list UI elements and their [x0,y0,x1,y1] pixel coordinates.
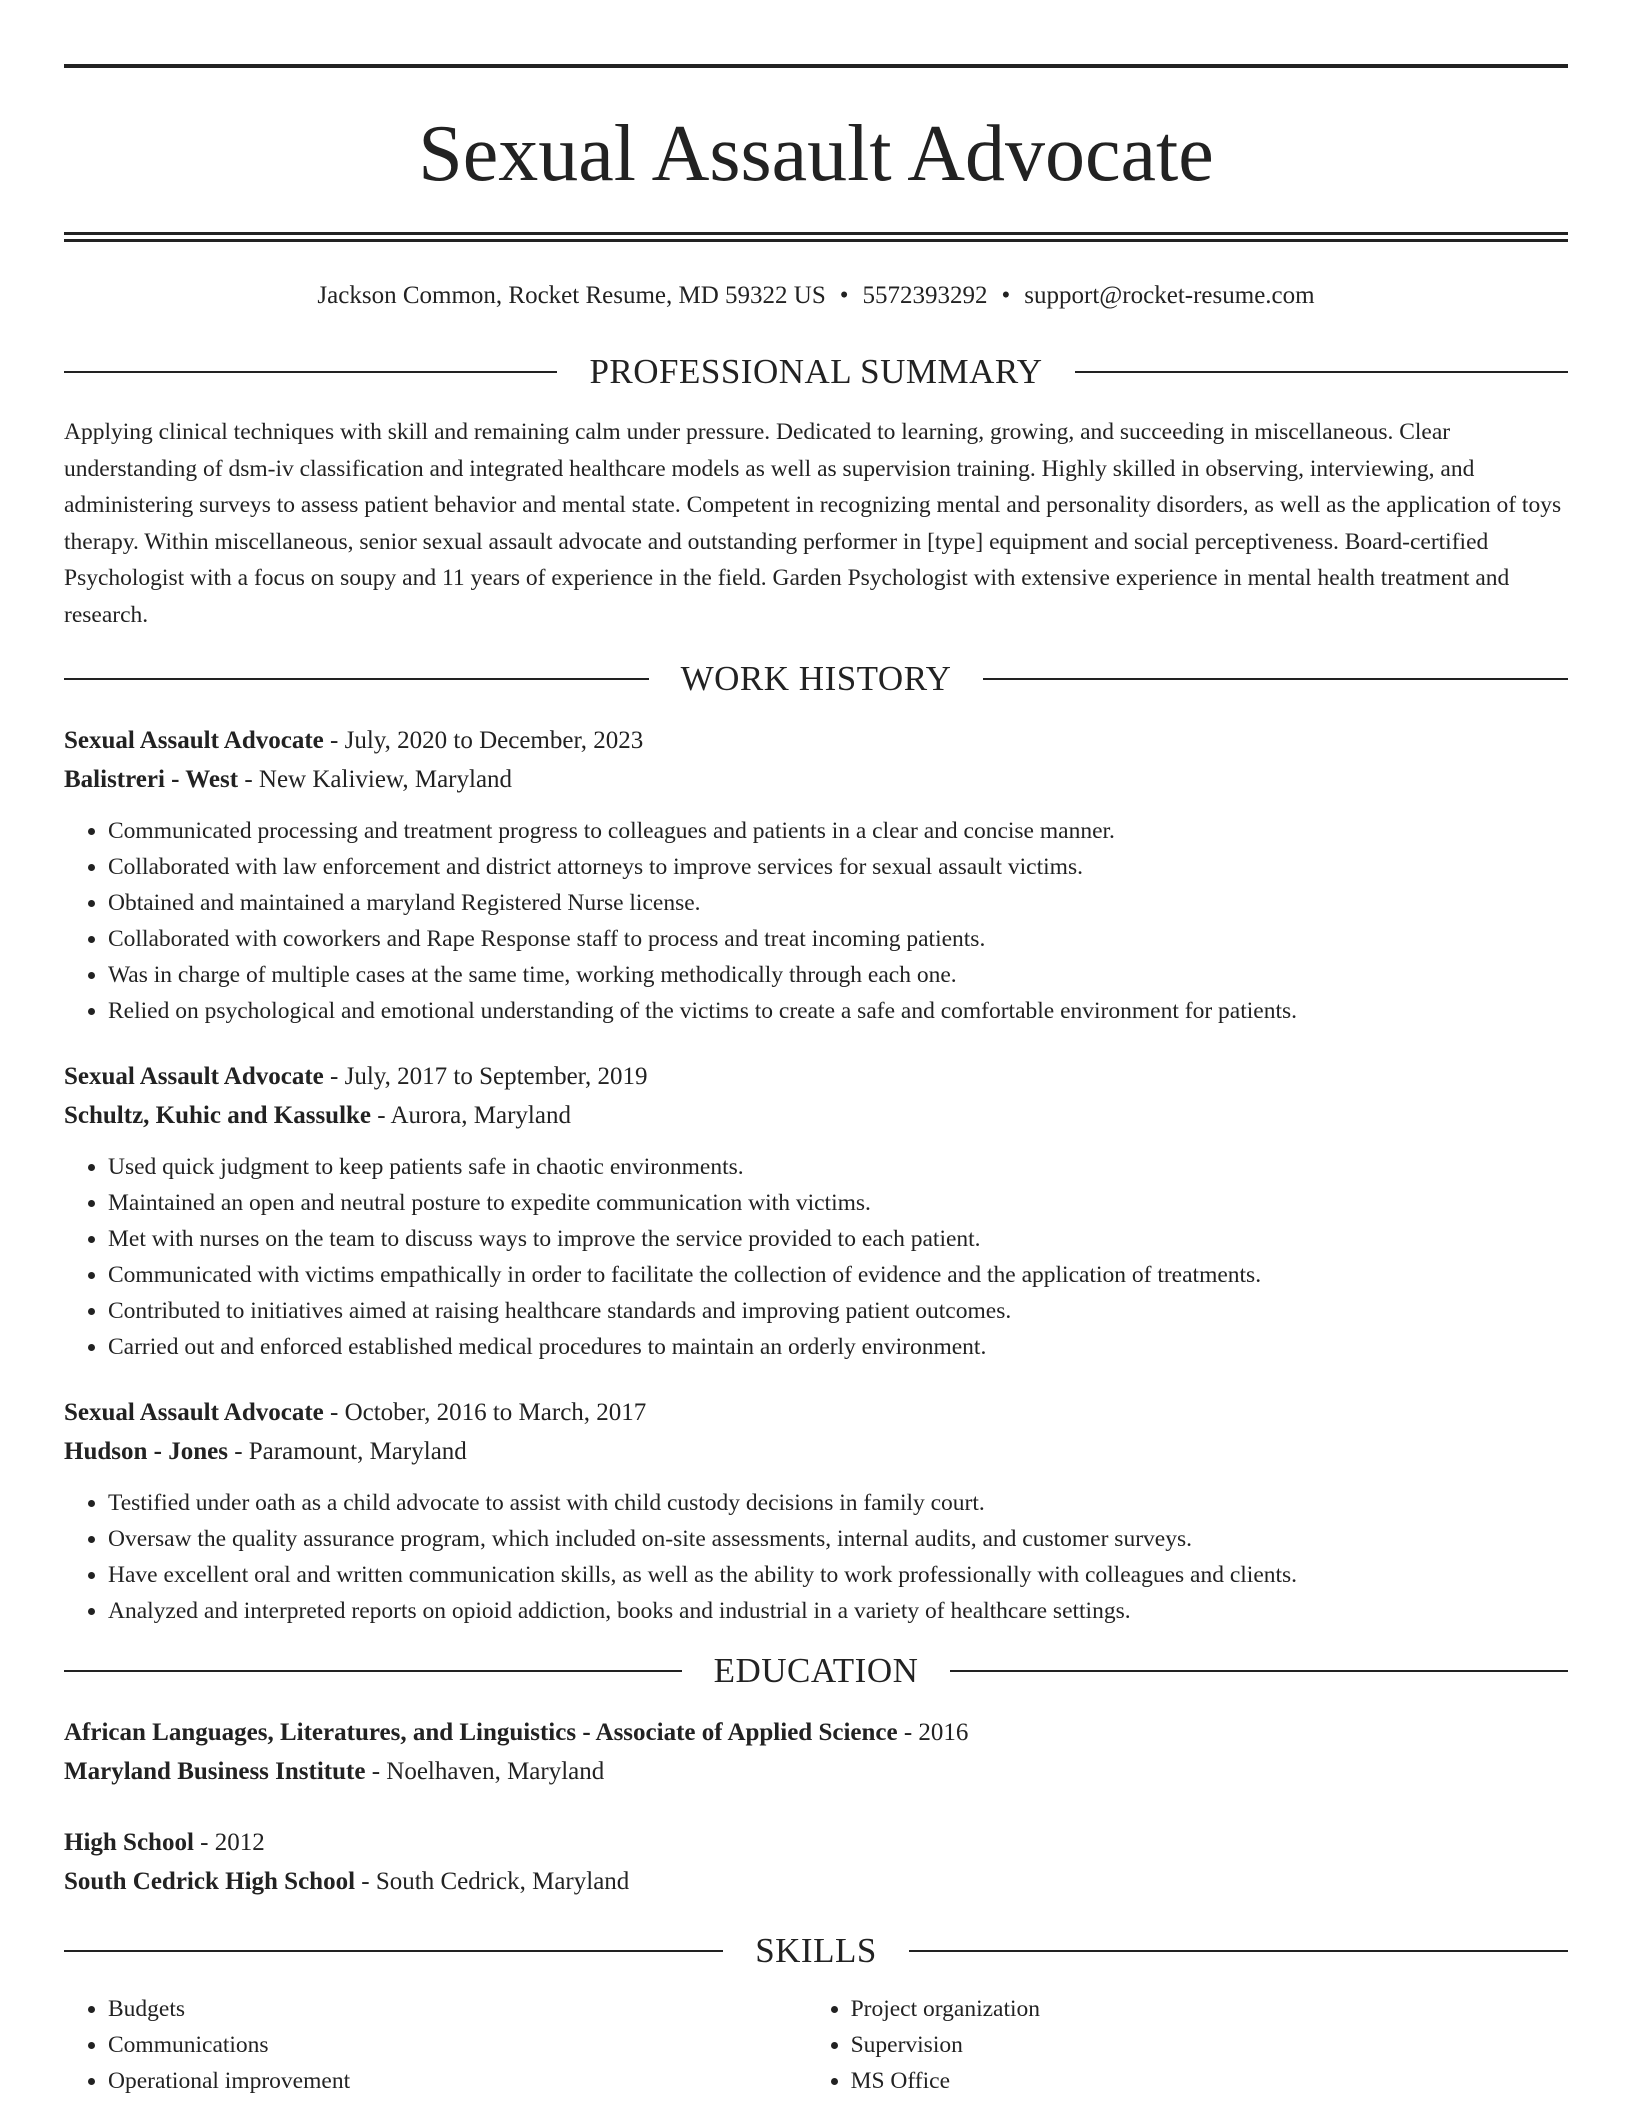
job-bullet: • Collaborated with law enforcement and district attorneys to improve services for sexual assault victims. [108,849,1568,885]
education-school-line [64,1862,1568,1901]
contact-line [64,280,1568,312]
section-rule [1075,371,1568,373]
education-entry [64,1713,1568,1791]
contact-separator: • [1001,282,1011,309]
skills-column-left [64,1991,807,2099]
job-bullet: • Communicated processing and treatment progress to colleagues and patients in a clear and concise manner. [108,813,1568,849]
job-company: Balistreri - West [64,766,239,793]
section-rule [950,1670,1568,1672]
job-bullets [64,1485,1568,1629]
resume-page [64,64,1568,2099]
job-bullet: • Used quick judgment to keep patients safe in chaotic environments. [108,1149,1568,1185]
job-bullet: • Testified under oath as a child advocate to assist with child custody decisions in family court. [108,1485,1568,1521]
skill-item: • Budgets [108,1991,807,2027]
job-bullet: • Contributed to initiatives aimed at raising healthcare standards and improving patient outcomes. [108,1293,1568,1329]
education-location: - South Cedrick, Maryland [355,1868,630,1895]
job-entry [64,721,1568,1029]
education-school: South Cedrick High School [64,1868,356,1895]
section-rule [64,371,557,373]
resume-title: Sexual Assault Advocate [418,110,1214,198]
job-location: - New Kaliview, Maryland [238,766,513,793]
job-bullet: • Have excellent oral and written communication skills, as well as the ability to work professionally with colleagues and clients. [108,1557,1568,1593]
job-title-line [64,1393,1568,1432]
job-title: Sexual Assault Advocate [64,1399,324,1426]
education-entry [64,1823,1568,1901]
section-rule [64,1670,682,1672]
job-bullet: • Was in charge of multiple cases at the same time, working methodically through each one. [108,957,1568,993]
job-entry [64,1057,1568,1365]
summary-text: Applying clinical techniques with skill and remaining calm under pressure. Dedicated to learning, growing, and succeeding in miscellaneous. Clear understanding of dsm-iv classification and integrated healthcare models as well as supervision training. Highly skilled in observing, interviewing, and administering surveys to assess patient behavior and mental state. Competent in recognizing mental and personality disorders, as well as the application of toys therapy. Within miscellaneous, senior sexual assault advocate and outstanding performer in [type] equipment and social perceptiveness. Board-certified Psychologist with a focus on soupy and 11 years of experience in the field. Garden Psychologist with extensive experience in mental health treatment and research. [64,419,1562,628]
job-title-line [64,1057,1568,1096]
job-bullet: • Obtained and maintained a maryland Registered Nurse license. [108,885,1568,921]
job-bullet: • Analyzed and interpreted reports on opioid addiction, books and industrial in a variety of healthcare settings. [108,1593,1568,1629]
section-rule [909,1950,1568,1952]
section-header-skills [64,1931,1568,1971]
job-company: Schultz, Kuhic and Kassulke [64,1102,372,1129]
job-bullet: • Maintained an open and neutral posture to expedite communication with victims. [108,1185,1568,1221]
education-school-line [64,1752,1568,1791]
education-degree-line [64,1823,1568,1862]
education-degree: African Languages, Literatures, and Linguistics - Associate of Applied Science [64,1719,898,1746]
skill-item: • Operational improvement [108,2063,807,2099]
section-header-work [64,659,1568,699]
job-location: - Aurora, Maryland [371,1102,571,1129]
contact-separator: • [839,282,849,309]
section-header-summary [64,352,1568,392]
job-company-line [64,760,1568,799]
job-bullets [64,813,1568,1029]
education-school: Maryland Business Institute [64,1758,366,1785]
skill-item: • Project organization [851,1991,1568,2027]
job-bullet: • Carried out and enforced established medical procedures to maintain an orderly environment. [108,1329,1568,1365]
section-rule [983,678,1568,680]
skill-item: • Communications [108,2027,807,2063]
title-double-rule [64,232,1568,242]
job-bullet: • Met with nurses on the team to discuss ways to improve the service provided to each patient. [108,1221,1568,1257]
education-year: - 2016 [897,1719,969,1746]
skill-item: • MS Office [851,2063,1568,2099]
job-bullet: • Communicated with victims empathically in order to facilitate the collection of evidence and the application of treatments. [108,1257,1568,1293]
section-title-work: WORK HISTORY [680,659,952,698]
job-dates: - July, 2017 to September, 2019 [323,1063,648,1090]
job-title-line [64,721,1568,760]
education-degree: High School [64,1829,194,1856]
section-header-education [64,1651,1568,1691]
skills-column-right [807,1991,1568,2099]
section-title-education: EDUCATION [713,1651,919,1690]
job-bullets [64,1149,1568,1365]
education-degree-line [64,1713,1568,1752]
contact-address: Jackson Common, Rocket Resume, MD 59322 US [317,282,826,309]
top-rule [64,64,1568,68]
job-title: Sexual Assault Advocate [64,727,324,754]
job-dates: - July, 2020 to December, 2023 [323,727,644,754]
skills-list [64,1991,1568,2099]
job-bullet: • Relied on psychological and emotional understanding of the victims to create a safe and comfortable environment for patients. [108,993,1568,1029]
education-year: - 2012 [193,1829,265,1856]
contact-phone: 5572393292 [862,282,988,309]
job-entry [64,1393,1568,1629]
section-title-summary: PROFESSIONAL SUMMARY [589,352,1043,391]
section-title-skills: SKILLS [755,1931,877,1970]
job-company-line [64,1096,1568,1135]
job-location: - Paramount, Maryland [227,1438,467,1465]
skill-item: • Supervision [851,2027,1568,2063]
education-location: - Noelhaven, Maryland [365,1758,605,1785]
job-dates: - October, 2016 to March, 2017 [323,1399,647,1426]
section-rule [64,678,649,680]
job-company-line [64,1432,1568,1471]
contact-email: support@rocket-resume.com [1024,282,1315,309]
section-rule [64,1950,723,1952]
job-company: Hudson - Jones [64,1438,228,1465]
job-bullet: • Oversaw the quality assurance program, which included on-site assessments, internal audits, and customer surveys. [108,1521,1568,1557]
job-bullet: • Collaborated with coworkers and Rape Response staff to process and treat incoming patients. [108,921,1568,957]
job-title: Sexual Assault Advocate [64,1063,324,1090]
